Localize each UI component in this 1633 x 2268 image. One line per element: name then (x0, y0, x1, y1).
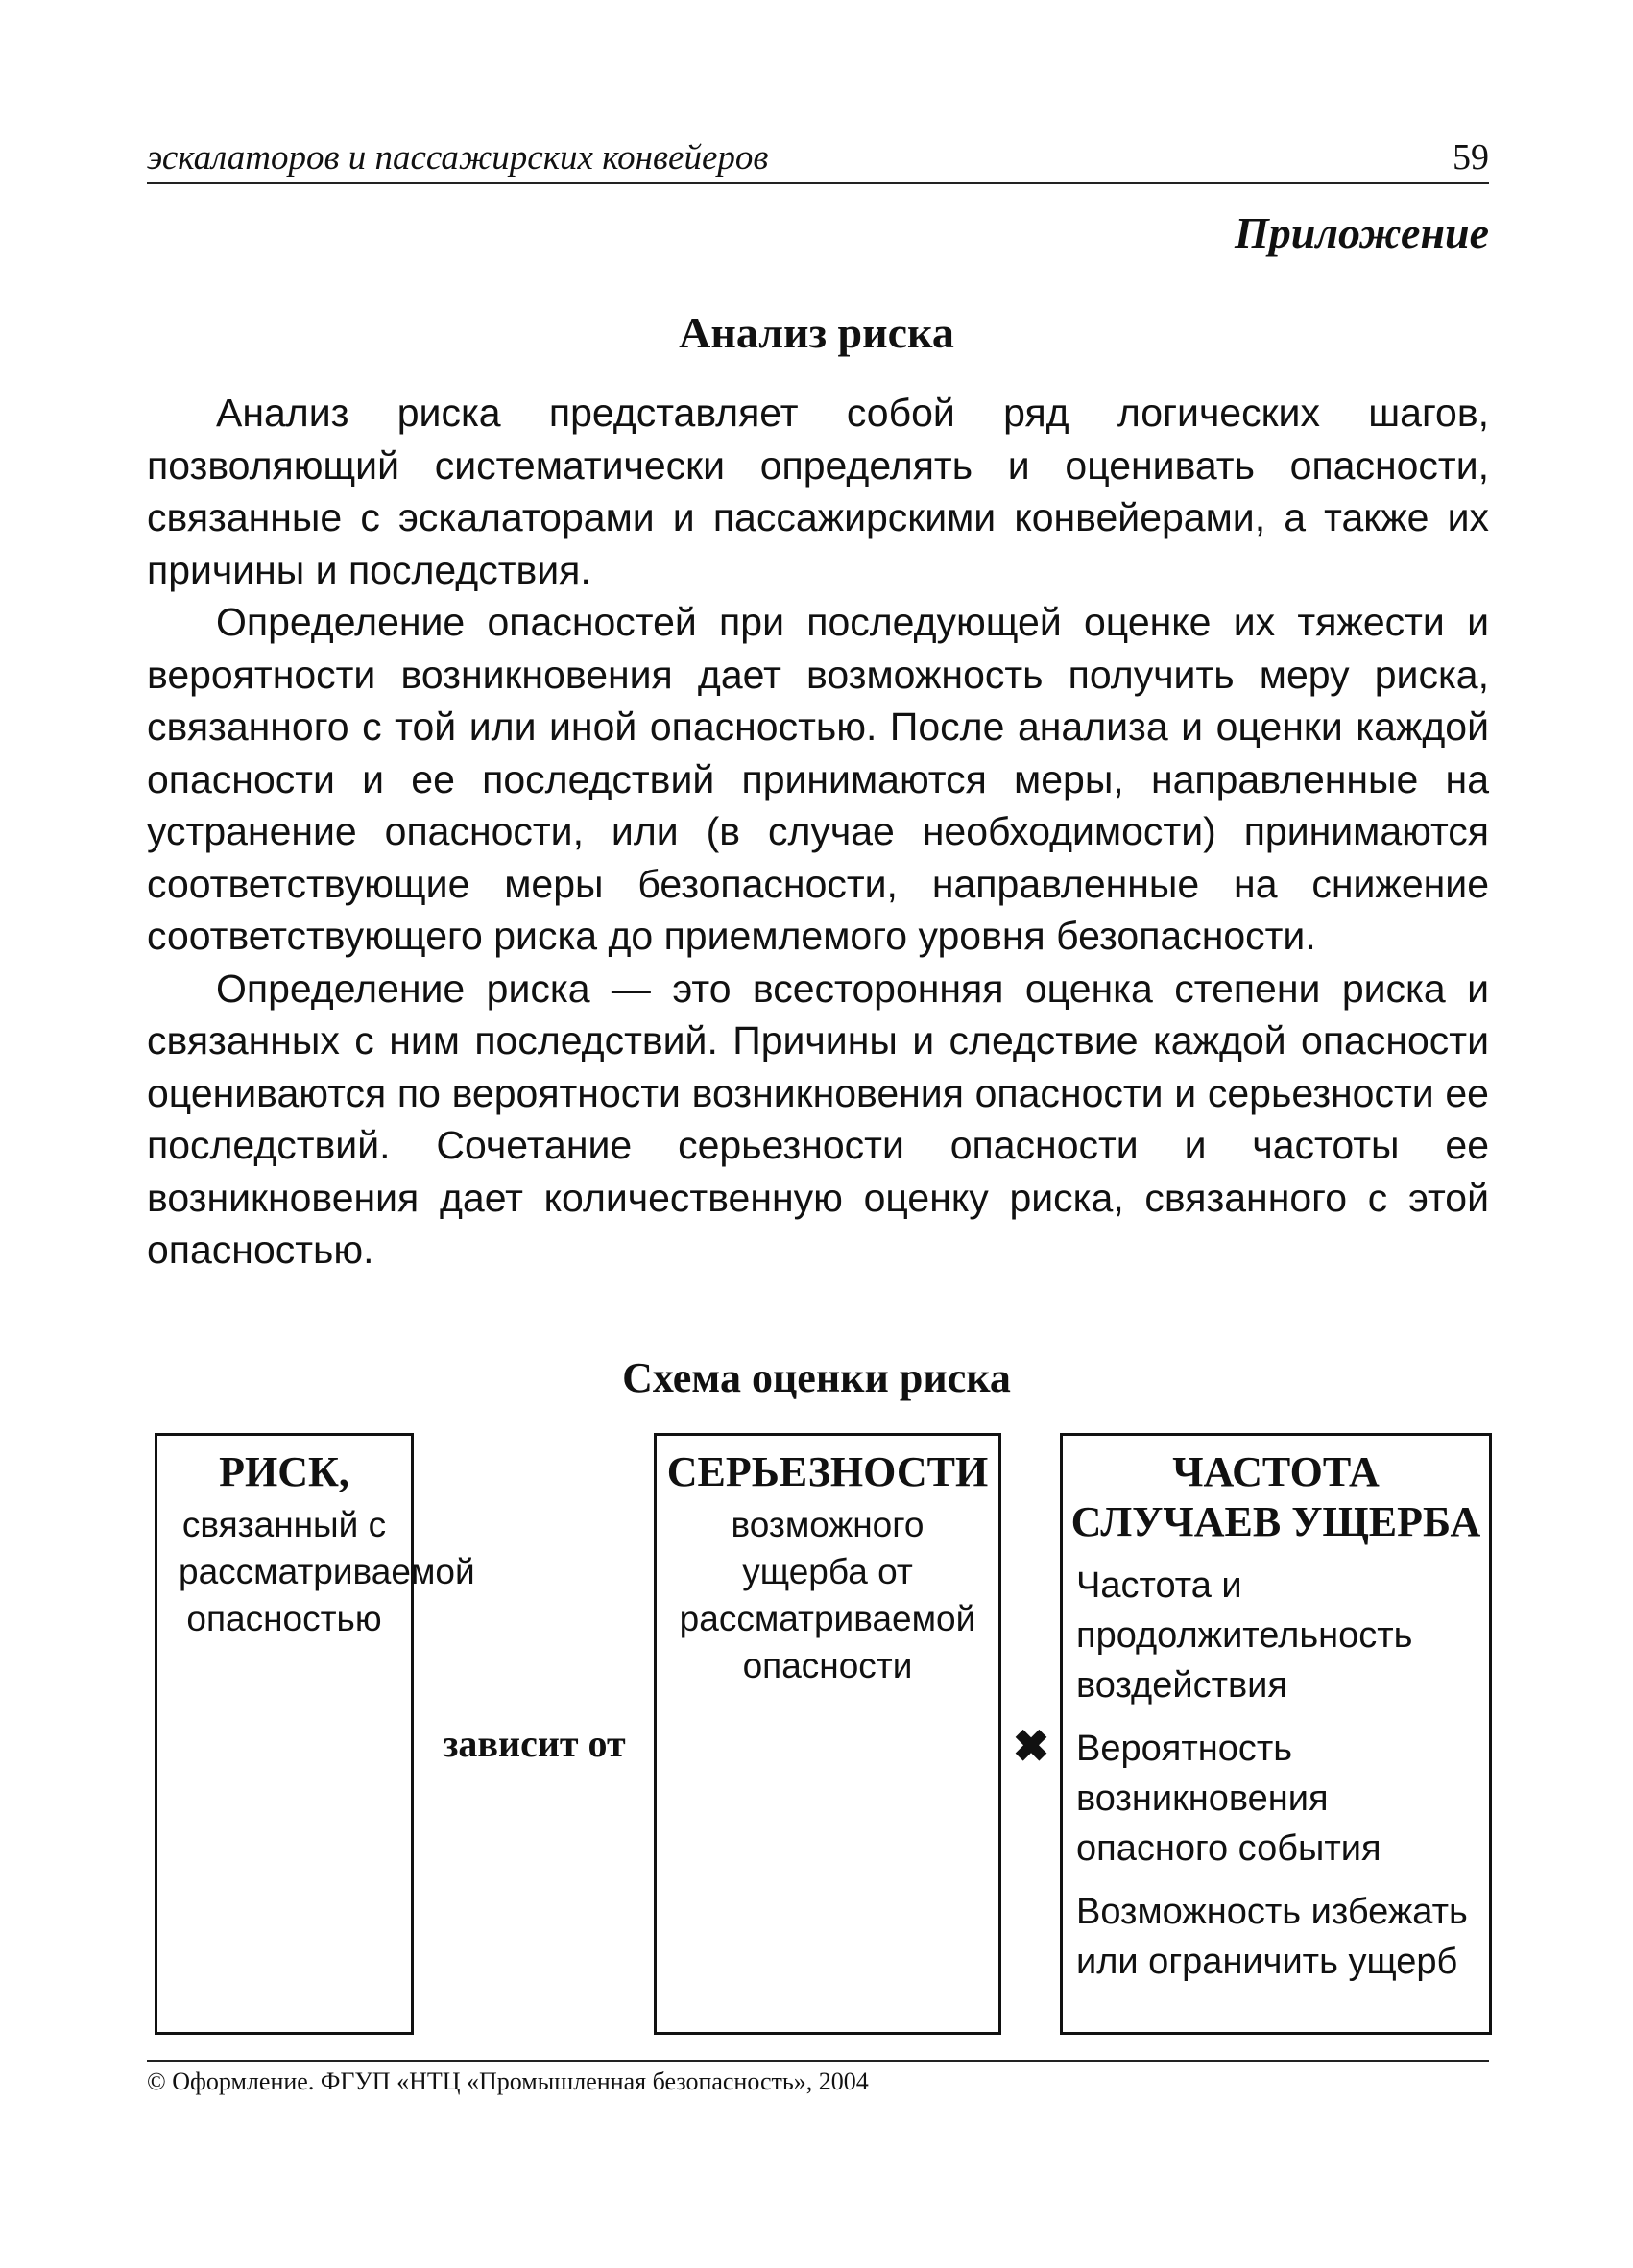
frequency-box (1060, 1433, 1492, 2035)
frequency-item: Возможность избежать или ограничить ущерб (1076, 1892, 1468, 1982)
frequency-box-heading: ЧАСТОТА СЛУЧАЕВ УЩЕРБА (1070, 1448, 1481, 1545)
schema-title: Схема оценки риска (622, 1354, 1011, 1401)
running-header (147, 132, 1489, 184)
depends-on-label: зависит от (443, 1722, 626, 1765)
frequency-item: Частота и продолжительность воздействия (1076, 1565, 1413, 1706)
paragraph: Анализ риска представляет собой ряд логических шагов, позволяющий систематически определять и оценивать опасности, связанные с эскалаторами и пассажирскими конвейерами, а также их причины и последствия. (147, 391, 1489, 592)
frequency-item: Вероятность возникновения опасного события (1076, 1729, 1381, 1869)
risk-box-text: связанный с рассматриваемой опасностью (179, 1505, 475, 1638)
risk-box-heading: РИСК, (219, 1448, 349, 1495)
severity-box-text: возможного ущерба от рассматриваемой опасности (679, 1505, 976, 1685)
appendix-label: Приложение (1235, 208, 1489, 257)
severity-box (654, 1433, 1001, 2035)
section-title: Анализ риска (679, 308, 954, 357)
body-text (147, 387, 1489, 1277)
copyright-notice: © Оформление. ФГУП «НТЦ «Промышленная безопасность», 2004 (147, 2067, 869, 2095)
page-number: 59 (1453, 137, 1489, 178)
risk-box (155, 1433, 475, 2035)
paragraph: Определение опасностей при последующей оценке их тяжести и вероятности возникновения дает возможность получить меру риска, связанного с той или иной опасностью. После анализа и оценки каждой опасности и ее последствий принимаются меры, направленные на устранение опасности, или (в случае необходимости) принимаются соответствующие меры безопасности, направленные на снижение соответствующего риска до приемлемого уровня безопасности. (147, 600, 1489, 958)
running-head-title: эскалаторов и пассажирских конвейеров (147, 138, 769, 178)
times-icon: ✖ (1012, 1722, 1050, 1771)
severity-box-heading: СЕРЬЕЗНОСТИ (666, 1448, 989, 1495)
paragraph: Определение риска — это всесторонняя оценка степени риска и связанных с ним последствий. Причины и следствие каждой опасности оцениваются по вероятности возникновения опасности и серьезности ее последствий. Сочетание серьезности опасности и частоты ее возникновения дает количественную оценку риска, связанного с этой опасностью. (147, 966, 1489, 1272)
footer-divider (147, 2060, 1489, 2062)
